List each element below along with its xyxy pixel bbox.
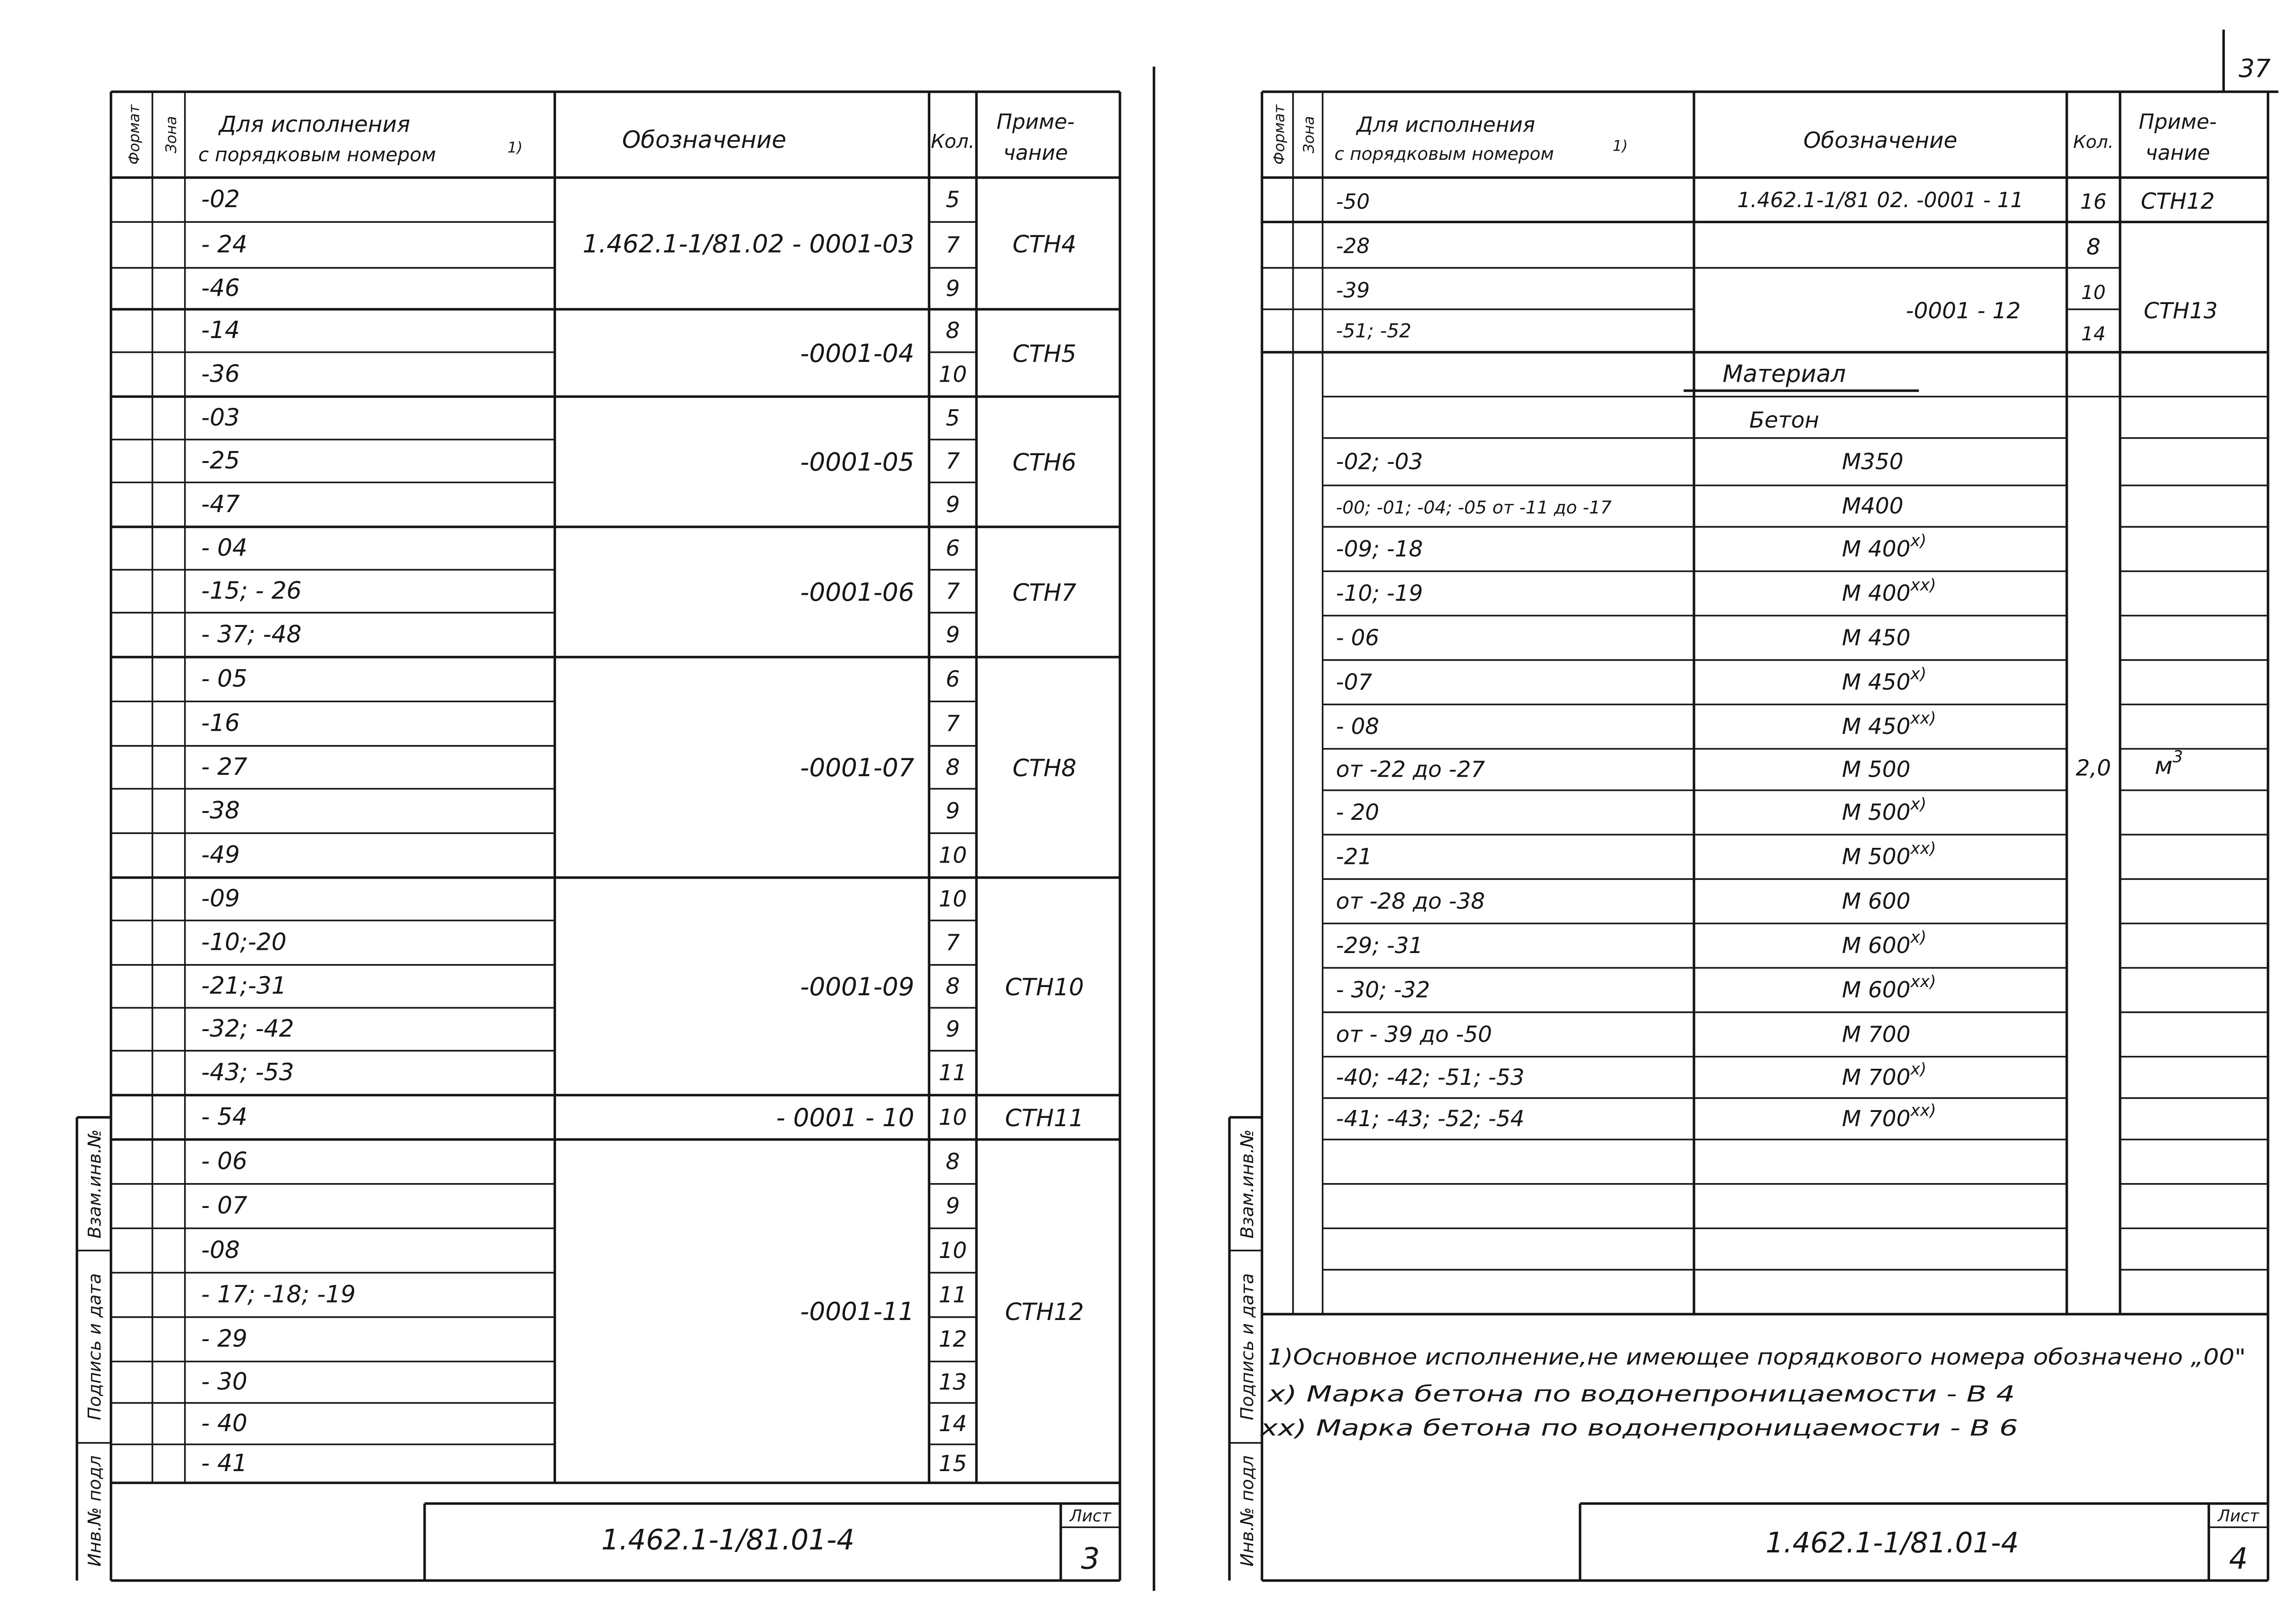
row-qty: 14 xyxy=(939,1410,967,1437)
material-variant: -40; -42; -51; -53 xyxy=(1336,1064,1525,1090)
material-grade: М350 xyxy=(1842,449,1904,475)
row-qty: 9 xyxy=(945,622,960,648)
material-grade: М400 xyxy=(1842,493,1904,519)
row-variant: -36 xyxy=(201,360,240,388)
group-note: СТН10 xyxy=(1005,973,1084,1001)
left-header-variant-1: Для исполнения xyxy=(219,111,411,137)
row-variant: - 07 xyxy=(201,1192,248,1220)
right-stamp-vzam: Взам.инв.№ xyxy=(1237,1129,1258,1239)
material-grade: М 400$^{x)}$ xyxy=(1842,531,1927,562)
material-grade: М 500$^{xx)}$ xyxy=(1842,839,1936,870)
part-note: СТН12 xyxy=(2140,188,2215,214)
left-header-note-1: Приме- xyxy=(996,109,1075,134)
row-qty: 6 xyxy=(945,666,960,693)
row-variant: - 54 xyxy=(201,1103,248,1131)
group-note: СТН5 xyxy=(1013,340,1077,368)
material-variant: -00; -01; -04; -05 от -11 до -17 xyxy=(1336,497,1612,519)
row-variant: -08 xyxy=(201,1236,240,1264)
row-qty: 9 xyxy=(945,798,960,824)
part-variant: -51; -52 xyxy=(1336,319,1412,342)
row-variant: -43; -53 xyxy=(201,1059,294,1087)
row-variant: - 27 xyxy=(201,753,248,781)
row-qty: 15 xyxy=(939,1450,967,1477)
row-variant: -38 xyxy=(201,796,240,824)
left-header-format: Формат xyxy=(125,104,143,165)
row-variant: - 17; -18; -19 xyxy=(201,1281,356,1309)
row-variant: -49 xyxy=(201,841,240,869)
group-designation: -0001-07 xyxy=(800,752,915,783)
material-grade: М 500$^{x)}$ xyxy=(1842,795,1927,826)
left-sheet-label: Лист xyxy=(1069,1506,1111,1526)
group-designation: -0001-06 xyxy=(800,577,915,607)
row-variant: - 04 xyxy=(201,534,248,562)
group-designation: -0001-11 xyxy=(800,1297,915,1326)
material-qty: 2,0 xyxy=(2076,755,2111,781)
row-variant: - 29 xyxy=(201,1325,248,1353)
row-variant: -10;-20 xyxy=(201,928,287,956)
part-designation: 1.462.1-1/81 02. -0001 - 11 xyxy=(1737,188,2024,213)
right-header xyxy=(1271,104,2217,165)
group-designation: -0001-04 xyxy=(800,338,915,368)
row-variant: -02 xyxy=(201,186,240,214)
row-qty: 9 xyxy=(945,1193,960,1219)
material-variant: -10; -19 xyxy=(1336,581,1423,607)
row-variant: - 37; -48 xyxy=(201,621,302,649)
material-grade: М 450 xyxy=(1842,625,1911,651)
row-qty: 10 xyxy=(939,886,967,912)
right-header-variant-1: Для исполнения xyxy=(1356,112,1536,137)
row-qty: 10 xyxy=(939,361,967,388)
group-note: СТН6 xyxy=(1013,449,1077,477)
row-variant: -32; -42 xyxy=(201,1015,294,1043)
row-variant: -03 xyxy=(201,404,240,432)
material-variant: от -22 до -27 xyxy=(1336,756,1485,783)
part-qty: 10 xyxy=(2081,281,2106,304)
material-grade: М 700 xyxy=(1842,1021,1911,1048)
row-qty: 9 xyxy=(945,1016,960,1043)
material-grade: М 700$^{xx)}$ xyxy=(1842,1101,1936,1132)
group-designation: -0001-05 xyxy=(800,447,915,477)
row-qty: 10 xyxy=(939,1237,967,1264)
right-sheet xyxy=(1229,92,2268,1580)
row-variant: -14 xyxy=(201,316,240,344)
left-groups xyxy=(583,229,1084,1326)
right-sheet-number: 4 xyxy=(2229,1541,2248,1576)
left-header-variant-mark: 1) xyxy=(507,138,523,156)
group-note: СТН7 xyxy=(1013,579,1077,607)
left-stamp-inv-podl: Инв.№ подл xyxy=(84,1455,106,1567)
right-header-variant-mark: 1) xyxy=(1612,137,1628,155)
row-qty: 8 xyxy=(945,318,960,344)
part-qty: 8 xyxy=(2086,234,2101,260)
material-variant: -09; -18 xyxy=(1336,536,1423,562)
part-qty: 14 xyxy=(2081,322,2106,345)
row-variant: - 24 xyxy=(201,231,248,259)
row-variant: - 41 xyxy=(201,1449,248,1477)
footnote-x: x) Марка бетона по водонепроницаемости - В 4 xyxy=(1266,1381,2015,1407)
row-variant: -16 xyxy=(201,709,240,737)
page-number: 37 xyxy=(2239,53,2271,83)
row-qty: 13 xyxy=(939,1369,967,1395)
row-qty: 9 xyxy=(945,276,960,302)
row-qty: 5 xyxy=(945,187,960,213)
row-variant: - 30 xyxy=(201,1368,248,1396)
right-materials xyxy=(1322,449,2268,1269)
row-variant: -47 xyxy=(201,490,240,518)
right-header-designation: Обозначение xyxy=(1803,128,1958,154)
row-qty: 10 xyxy=(939,842,967,869)
material-variant: -02; -03 xyxy=(1336,449,1423,475)
group-designation: - 0001 - 10 xyxy=(776,1103,915,1133)
row-qty: 7 xyxy=(945,711,960,737)
material-grade: М 450$^{xx)}$ xyxy=(1842,709,1936,740)
left-header xyxy=(125,104,1075,166)
left-header-qty: Кол. xyxy=(931,130,975,153)
footnotes xyxy=(1259,1344,2245,1441)
material-unit: $м^3$ xyxy=(2155,747,2183,780)
material-grade: М 600$^{x)}$ xyxy=(1842,928,1927,959)
left-header-zone: Зона xyxy=(162,116,180,153)
material-variant: от - 39 до -50 xyxy=(1336,1021,1492,1048)
material-variant: -21 xyxy=(1336,844,1373,870)
row-variant: -09 xyxy=(201,885,240,913)
group-note: СТН11 xyxy=(1005,1105,1084,1133)
material-grade: М 500 xyxy=(1842,756,1911,783)
footnote-xx: xx) Марка бетона по водонепроницаемости - В 6 xyxy=(1259,1415,2018,1441)
row-qty: 9 xyxy=(945,491,960,518)
right-doc-code: 1.462.1-1/81.01-4 xyxy=(1765,1527,2019,1560)
material-variant: - 08 xyxy=(1336,714,1379,740)
material-grade: М 600$^{xx)}$ xyxy=(1842,972,1936,1003)
footnote-1: 1)Основное исполнение,не имеющее порядкового номера обозначено „00" xyxy=(1268,1344,2246,1370)
row-qty: 8 xyxy=(945,973,960,999)
left-header-note-2: чание xyxy=(1003,140,1068,165)
left-stamp-signature: Подпись и дата xyxy=(84,1273,106,1421)
material-grade: М 600 xyxy=(1842,888,1911,914)
part-variant: -50 xyxy=(1336,189,1370,214)
row-variant: -15; - 26 xyxy=(201,577,302,605)
material-grade: М 700$^{x)}$ xyxy=(1842,1060,1927,1090)
row-qty: 11 xyxy=(939,1060,967,1086)
right-header-note-1: Приме- xyxy=(2138,109,2217,134)
row-qty: 7 xyxy=(945,448,960,474)
material-grade: М 450$^{x)}$ xyxy=(1842,664,1927,695)
left-sheet-number: 3 xyxy=(1080,1541,1100,1576)
left-side-stamp xyxy=(77,1117,111,1581)
row-qty: 7 xyxy=(945,578,960,604)
parts-group-designation: -0001 - 12 xyxy=(1906,298,2021,324)
right-header-variant-2: с порядковым номером xyxy=(1334,143,1554,164)
left-doc-code: 1.462.1-1/81.01-4 xyxy=(601,1523,855,1557)
concrete-title: Бетон xyxy=(1749,407,1819,434)
right-stamp-signature: Подпись и дата xyxy=(1237,1273,1258,1421)
row-qty: 6 xyxy=(945,535,960,561)
left-header-variant-2: с порядковым номером xyxy=(198,143,436,166)
row-variant: -25 xyxy=(201,446,240,474)
material-variant: - 30; -32 xyxy=(1336,977,1430,1003)
right-header-zone: Зона xyxy=(1300,116,1317,153)
right-side-stamp xyxy=(1229,1117,1262,1581)
row-qty: 12 xyxy=(939,1326,967,1353)
row-qty: 5 xyxy=(945,405,960,431)
parts-group-note: СТН13 xyxy=(2144,298,2218,324)
part-qty: 16 xyxy=(2080,189,2107,214)
part-variant: -28 xyxy=(1336,233,1370,258)
right-header-note-2: чание xyxy=(2145,140,2210,165)
group-note: СТН8 xyxy=(1013,754,1077,783)
row-variant: -21;-31 xyxy=(201,972,287,1000)
group-designation: -0001-09 xyxy=(800,971,915,1001)
group-designation: 1.462.1-1/81.02 - 0001-03 xyxy=(582,229,915,259)
right-header-qty: Кол. xyxy=(2073,132,2114,153)
material-variant: -29; -31 xyxy=(1336,933,1423,959)
right-stamp-inv-podl: Инв.№ подл xyxy=(1237,1455,1258,1567)
right-sheet-label: Лист xyxy=(2217,1506,2259,1526)
left-rows xyxy=(111,186,1120,1477)
material-grade: М 400$^{xx)}$ xyxy=(1842,575,1936,607)
row-qty: 11 xyxy=(939,1282,967,1308)
material-heading xyxy=(1322,360,2268,438)
row-qty: 7 xyxy=(945,232,960,258)
right-header-format: Формат xyxy=(1270,104,1288,165)
left-title-block xyxy=(425,1504,1120,1581)
row-qty: 10 xyxy=(939,1104,967,1130)
row-qty: 8 xyxy=(945,754,960,780)
row-variant: - 40 xyxy=(201,1409,248,1437)
material-title: Материал xyxy=(1722,360,1846,388)
row-qty: 7 xyxy=(945,930,960,956)
material-variant: -07 xyxy=(1336,669,1373,695)
material-variant: -41; -43; -52; -54 xyxy=(1336,1106,1525,1132)
group-note: СТН4 xyxy=(1013,231,1077,259)
row-qty: 8 xyxy=(945,1149,960,1175)
material-variant: - 20 xyxy=(1336,800,1379,826)
material-variant: от -28 до -38 xyxy=(1336,888,1485,914)
left-stamp-vzam: Взам.инв.№ xyxy=(84,1129,106,1239)
material-variant: - 06 xyxy=(1336,625,1379,651)
group-note: СТН12 xyxy=(1005,1298,1084,1326)
right-title-block xyxy=(1580,1504,2268,1581)
right-parts xyxy=(1262,188,2268,352)
left-header-designation: Обозначение xyxy=(622,126,787,154)
row-variant: -46 xyxy=(201,274,240,302)
row-variant: - 05 xyxy=(201,665,248,693)
row-variant: - 06 xyxy=(201,1147,248,1175)
part-variant: -39 xyxy=(1336,278,1370,303)
left-sheet xyxy=(77,92,1120,1580)
